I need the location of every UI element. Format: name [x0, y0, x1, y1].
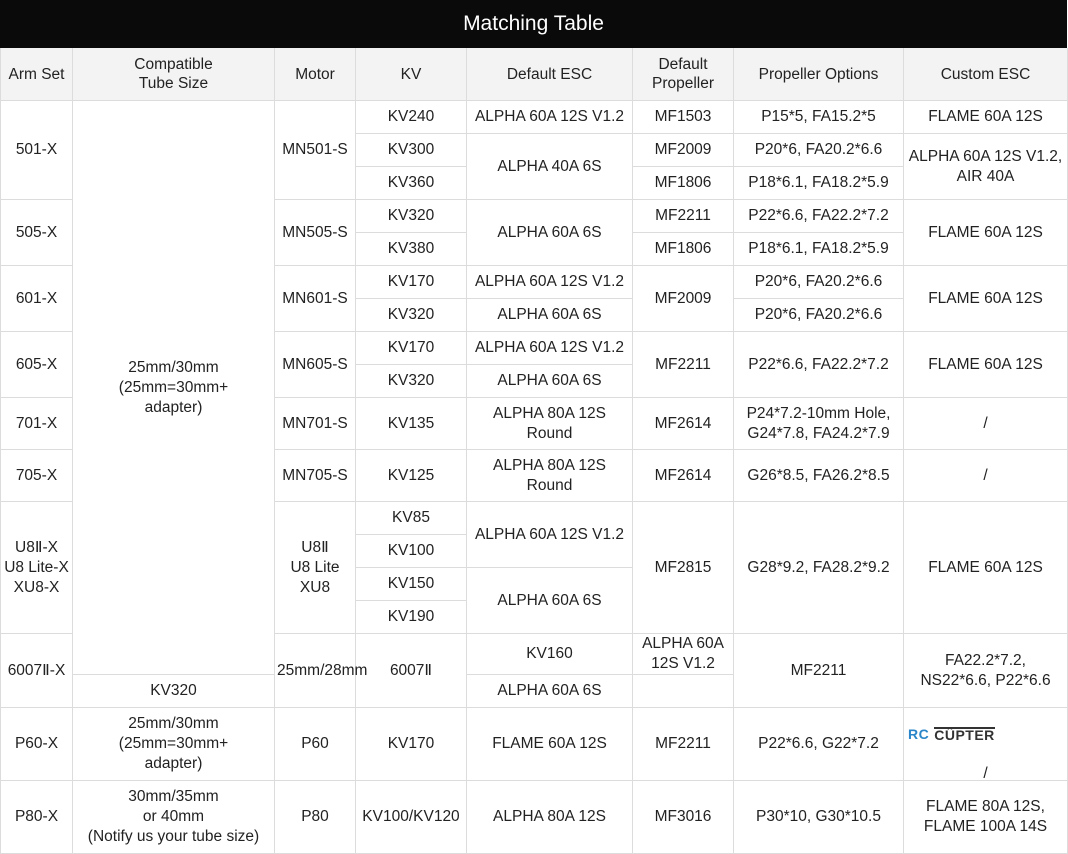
esc-cell: ALPHA 60A 12S V1.2 — [467, 266, 633, 299]
esc-cell: ALPHA 60A 12S V1.2 — [633, 634, 734, 675]
motor-cell: U8Ⅱ U8 Lite XU8 — [275, 502, 356, 634]
propeller-cell: MF2211 — [734, 634, 904, 708]
custom-esc-cell: FLAME 60A 12S — [904, 200, 1068, 266]
arm-set-cell: P60-X — [1, 708, 73, 781]
kv-cell: KV360 — [356, 167, 467, 200]
kv-cell: KV135 — [356, 398, 467, 450]
kv-cell: KV160 — [467, 634, 633, 675]
esc-cell: ALPHA 40A 6S — [467, 134, 633, 200]
header-propeller-options: Propeller Options — [734, 48, 904, 101]
tube-size-cell: 25mm/30mm (25mm=30mm+ adapter) — [73, 101, 275, 675]
rc-copter-watermark: RC CÜPTER — [908, 726, 995, 743]
esc-cell: ALPHA 60A 12S V1.2 — [467, 502, 633, 568]
propeller-options-cell: P24*7.2-10mm Hole, G24*7.8, FA24.2*7.9 — [734, 398, 904, 450]
propeller-cell: MF2614 — [633, 398, 734, 450]
motor-cell: P80 — [275, 781, 356, 854]
arm-set-cell: P80-X — [1, 781, 73, 854]
header-custom-esc: Custom ESC — [904, 48, 1068, 101]
arm-set-cell: 6007Ⅱ-X — [1, 634, 73, 708]
motor-cell: MN505-S — [275, 200, 356, 266]
propeller-options-cell: P20*6, FA20.2*6.6 — [734, 134, 904, 167]
propeller-cell: MF2211 — [633, 332, 734, 398]
custom-esc-cell — [904, 708, 1068, 781]
custom-esc-cell: FLAME 60A 12S — [904, 332, 1068, 398]
arm-set-cell: U8Ⅱ-X U8 Lite-X XU8-X — [1, 502, 73, 634]
arm-set-cell: 501-X — [1, 101, 73, 200]
custom-esc-cell: / — [904, 398, 1068, 450]
propeller-cell: MF1503 — [633, 101, 734, 134]
esc-cell: ALPHA 60A 12S V1.2 — [467, 101, 633, 134]
kv-cell: KV125 — [356, 450, 467, 502]
motor-cell: MN501-S — [275, 101, 356, 200]
arm-set-cell: 605-X — [1, 332, 73, 398]
motor-cell: P60 — [275, 708, 356, 781]
esc-cell: ALPHA 80A 12S — [467, 781, 633, 854]
custom-esc-cell: / — [904, 450, 1068, 502]
matching-table — [0, 48, 1068, 854]
tube-size-cell: 25mm/30mm (25mm=30mm+ adapter) — [73, 708, 275, 781]
motor-cell: 6007Ⅱ — [356, 634, 467, 708]
kv-cell: KV100/KV120 — [356, 781, 467, 854]
header-motor: Motor — [275, 48, 356, 101]
custom-esc-cell: ALPHA 60A 12S V1.2, AIR 40A — [904, 134, 1068, 200]
header-row — [1, 48, 1068, 101]
propeller-cell: MF2211 — [633, 708, 734, 781]
propeller-options-cell: P18*6.1, FA18.2*5.9 — [734, 167, 904, 200]
propeller-cell: MF2815 — [633, 502, 734, 634]
esc-cell: ALPHA 80A 12S Round — [467, 450, 633, 502]
propeller-cell: MF1806 — [633, 233, 734, 266]
header-tube-size: Compatible Tube Size — [73, 48, 275, 101]
esc-cell: ALPHA 80A 12S Round — [467, 398, 633, 450]
custom-esc-value: / — [983, 765, 988, 782]
kv-cell: KV240 — [356, 101, 467, 134]
arm-set-cell: 601-X — [1, 266, 73, 332]
kv-cell: KV170 — [356, 708, 467, 781]
custom-esc-cell: FLAME 60A 12S — [904, 502, 1068, 634]
esc-cell: ALPHA 60A 12S V1.2 — [467, 332, 633, 365]
kv-cell: KV85 — [356, 502, 467, 535]
table-row — [1, 781, 1068, 854]
esc-cell: ALPHA 60A 6S — [467, 365, 633, 398]
propeller-options-cell: P30*10, G30*10.5 — [734, 781, 904, 854]
kv-cell: KV170 — [356, 266, 467, 299]
table-row — [1, 708, 1068, 781]
kv-cell: KV100 — [356, 535, 467, 568]
motor-cell: MN601-S — [275, 266, 356, 332]
kv-cell: KV380 — [356, 233, 467, 266]
kv-cell: KV190 — [356, 601, 467, 634]
propeller-options-cell: P15*5, FA15.2*5 — [734, 101, 904, 134]
kv-cell: KV300 — [356, 134, 467, 167]
custom-esc-cell: FLAME 60A 12S — [904, 266, 1068, 332]
esc-cell: ALPHA 60A 6S — [467, 568, 633, 634]
table-title: Matching Table — [0, 0, 1067, 48]
custom-esc-cell: FLAME 80A 12S, FLAME 100A 14S — [904, 781, 1068, 854]
esc-cell: ALPHA 60A 6S — [467, 200, 633, 266]
kv-cell: KV320 — [73, 675, 275, 708]
header-kv: KV — [356, 48, 467, 101]
propeller-options-cell: P22*6.6, G22*7.2 — [734, 708, 904, 781]
propeller-cell: MF2009 — [633, 134, 734, 167]
table-row — [1, 101, 1068, 134]
kv-cell: KV170 — [356, 332, 467, 365]
propeller-cell: MF3016 — [633, 781, 734, 854]
esc-cell: ALPHA 60A 6S — [467, 675, 633, 708]
kv-cell: KV320 — [356, 200, 467, 233]
header-default-propeller: Default Propeller — [633, 48, 734, 101]
propeller-cell: MF2009 — [633, 266, 734, 332]
header-arm-set: Arm Set — [1, 48, 73, 101]
propeller-cell: MF2211 — [633, 200, 734, 233]
arm-set-cell: 701-X — [1, 398, 73, 450]
arm-set-cell: 505-X — [1, 200, 73, 266]
propeller-options-cell: P20*6, FA20.2*6.6 — [734, 299, 904, 332]
propeller-options-cell: P18*6.1, FA18.2*5.9 — [734, 233, 904, 266]
kv-cell: KV320 — [356, 365, 467, 398]
propeller-options-cell: P22*6.6, FA22.2*7.2 — [734, 332, 904, 398]
tube-size-cell: 25mm/28mm — [275, 634, 356, 708]
propeller-options-cell: FA22.2*7.2, NS22*6.6, P22*6.6 — [904, 634, 1068, 708]
kv-cell: KV320 — [356, 299, 467, 332]
esc-cell: ALPHA 60A 6S — [467, 299, 633, 332]
motor-cell: MN705-S — [275, 450, 356, 502]
propeller-cell: MF1806 — [633, 167, 734, 200]
motor-cell: MN701-S — [275, 398, 356, 450]
header-default-esc: Default ESC — [467, 48, 633, 101]
esc-cell: FLAME 60A 12S — [467, 708, 633, 781]
kv-cell: KV150 — [356, 568, 467, 601]
motor-cell: MN605-S — [275, 332, 356, 398]
propeller-options-cell: P22*6.6, FA22.2*7.2 — [734, 200, 904, 233]
tube-size-cell: 30mm/35mm or 40mm (Notify us your tube size) — [73, 781, 275, 854]
arm-set-cell: 705-X — [1, 450, 73, 502]
custom-esc-cell: FLAME 60A 12S — [904, 101, 1068, 134]
propeller-options-cell: P20*6, FA20.2*6.6 — [734, 266, 904, 299]
propeller-cell: MF2614 — [633, 450, 734, 502]
propeller-options-cell: G26*8.5, FA26.2*8.5 — [734, 450, 904, 502]
propeller-options-cell: G28*9.2, FA28.2*9.2 — [734, 502, 904, 634]
